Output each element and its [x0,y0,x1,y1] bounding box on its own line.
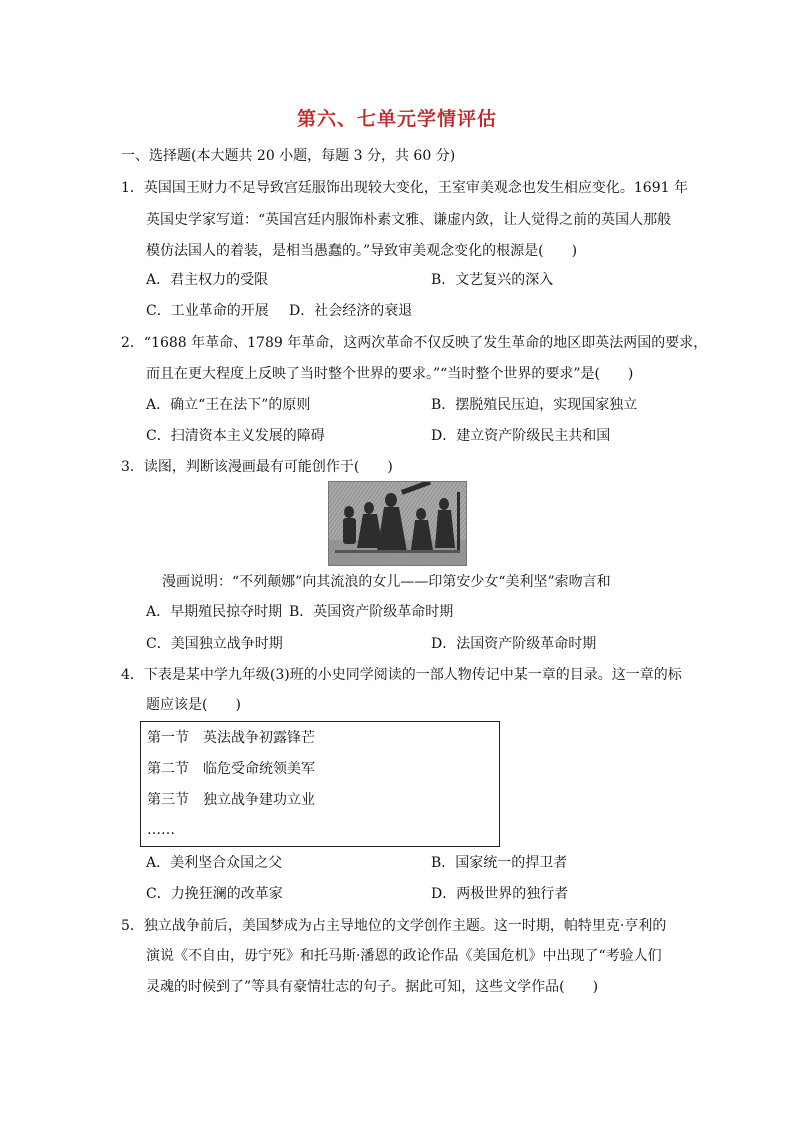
toc-table [140,721,500,847]
q1-option-d[interactable]: D．社会经济的衰退 [289,303,413,319]
cartoon-caption: 漫画说明：“不列颠娜”向其流浪的女儿——印第安少女“美利坚”索吻言和 [162,574,611,590]
q3-option-c[interactable]: C．美国独立战争时期 [146,636,283,652]
q1-option-c[interactable]: C．工业革命的开展 [146,303,269,319]
q2-option-b[interactable]: B．摆脱殖民压迫，实现国家独立 [431,397,638,413]
q3-line-1: 3．读图，判断该漫画最有可能创作于( ) [121,459,393,475]
q5-line-1: 5．独立战争前后，美国梦成为占主导地位的文学创作主题。这一时期，帕特里克·亨利的 [121,918,667,934]
q2-line-2: 而且在更大程度上反映了当时整个世界的要求。”“当时整个世界的要求”是( ) [146,366,634,382]
toc-row-ellipsis: …… [147,822,175,838]
q2-line-1: 2．“1688 年革命、1789 年革命，这两次革命不仅反映了发生革命的地区即英法两国的要求， [121,335,708,351]
q3-option-a[interactable]: A．早期殖民掠夺时期 [146,604,283,620]
cartoon-image [328,481,467,566]
q3-option-b[interactable]: B．英国资产阶级革命时期 [289,604,454,620]
q4-line-2: 题应该是( ) [146,697,241,713]
q2-option-a[interactable]: A．确立“王在法下”的原则 [146,397,311,413]
q4-option-c[interactable]: C．力挽狂澜的改革家 [146,886,283,902]
q4-option-b[interactable]: B．国家统一的捍卫者 [431,855,568,871]
page-title: 第六、七单元学情评估 [296,108,497,130]
toc-row-3: 第三节 独立战争建功立业 [147,792,315,808]
q2-option-c[interactable]: C．扫清资本主义发展的障碍 [146,428,325,444]
q2-option-d[interactable]: D．建立资产阶级民主共和国 [431,428,611,444]
q1-option-a[interactable]: A．君主权力的受限 [146,272,269,288]
q1-line-3: 模仿法国人的着装，是相当愚蠢的。”导致审美观念变化的根源是( ) [146,243,578,259]
toc-row-2: 第二节 临危受命统领美军 [147,761,315,777]
q1-option-b[interactable]: B．文艺复兴的深入 [431,272,554,288]
q4-line-1: 4．下表是某中学九年级(3)班的小史同学阅读的一部人物传记中某一章的目录。这一章的标 [121,667,682,683]
q3-option-d[interactable]: D．法国资产阶级革命时期 [431,636,597,652]
q4-option-a[interactable]: A．美利坚合众国之父 [146,855,283,871]
q1-line-1: 1．英国国王财力不足导致宫廷服饰出现较大变化，王室审美观念也发生相应变化。1691 年 [121,180,688,196]
q1-line-2: 英国史学家写道：“英国宫廷内服饰朴素文雅、谦虚内敛，让人觉得之前的英国人那般 [146,212,672,228]
q5-line-2: 演说《不自由，毋宁死》和托马斯·潘恩的政论作品《美国危机》中出现了“考验人们 [146,948,662,964]
section-heading: 一、选择题(本大题共 20 小题，每题 3 分，共 60 分) [121,148,456,164]
q4-option-d[interactable]: D．两极世界的独行者 [431,886,569,902]
q5-line-3: 灵魂的时候到了”等具有豪情壮志的句子。据此可知，这些文学作品( ) [146,979,599,995]
toc-row-1: 第一节 英法战争初露锋芒 [147,730,315,746]
